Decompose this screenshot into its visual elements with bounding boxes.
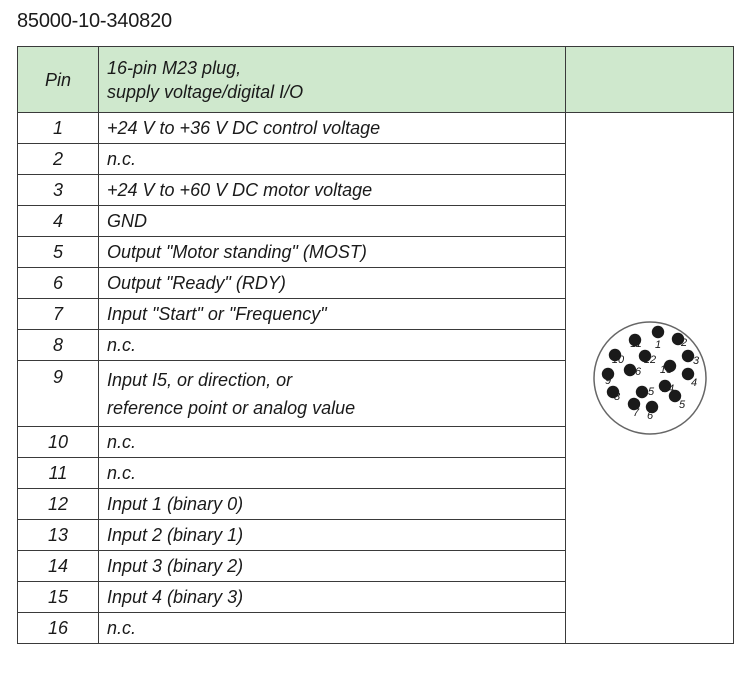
pin-description: +24 V to +36 V DC control voltage <box>99 113 566 144</box>
pin-description: n.c. <box>99 613 566 644</box>
header-description-line1: 16-pin M23 plug, <box>107 57 242 78</box>
pin-description: Output "Ready" (RDY) <box>99 268 566 299</box>
pin-description: +24 V to +60 V DC motor voltage <box>99 175 566 206</box>
connector-pin-label-4: 4 <box>690 377 697 389</box>
pin-number: 1 <box>18 113 99 144</box>
connector-pins <box>601 326 699 422</box>
pin-number: 11 <box>18 458 99 489</box>
pin-description-line2: reference point or analog value <box>107 397 356 418</box>
pin-description: n.c. <box>99 144 566 175</box>
pin-description-line1: Input I5, or direction, or <box>107 369 293 390</box>
pin-description: Input "Start" or "Frequency" <box>99 299 566 330</box>
connector-pin-label-2: 2 <box>680 337 687 349</box>
pin-number: 5 <box>18 237 99 268</box>
connector-pin-label-14: 14 <box>661 383 674 395</box>
pin-number: 10 <box>18 427 99 458</box>
connector-pin-label-3: 3 <box>692 355 699 367</box>
header-pin: Pin <box>18 47 99 113</box>
connector-pin-1 <box>651 326 663 338</box>
connector-pin-label-6: 6 <box>646 410 653 422</box>
pin-number: 13 <box>18 520 99 551</box>
pin-number: 3 <box>18 175 99 206</box>
pin-description <box>99 361 566 427</box>
pin-number: 9 <box>18 361 99 427</box>
pin-description: n.c. <box>99 330 566 361</box>
pin-description: Input 4 (binary 3) <box>99 582 566 613</box>
pin-number: 14 <box>18 551 99 582</box>
connector-pin-label-7: 7 <box>632 407 639 419</box>
table-row <box>18 113 734 144</box>
connector-pin-label-9: 9 <box>604 375 611 387</box>
connector-pin-label-8: 8 <box>613 391 620 403</box>
pin-description: Output "Motor standing" (MOST) <box>99 237 566 268</box>
table-header-row <box>18 47 734 113</box>
pin-number: 12 <box>18 489 99 520</box>
header-diagram <box>566 47 734 113</box>
connector-pin-label-12: 12 <box>643 354 656 366</box>
connector-pin-label-15: 15 <box>641 386 654 398</box>
connector-pin-label-13: 13 <box>659 364 672 376</box>
pin-description: n.c. <box>99 427 566 458</box>
pin-description: n.c. <box>99 458 566 489</box>
pin-number: 15 <box>18 582 99 613</box>
pin-assignment-table <box>17 46 734 644</box>
pin-description: Input 3 (binary 2) <box>99 551 566 582</box>
pin-number: 2 <box>18 144 99 175</box>
header-description-line2: supply voltage/digital I/O <box>107 81 304 102</box>
pin-description: Input 1 (binary 0) <box>99 489 566 520</box>
pin-number: 6 <box>18 268 99 299</box>
connector-pin-label-1: 1 <box>654 339 661 351</box>
pin-number: 8 <box>18 330 99 361</box>
pin-description: GND <box>99 206 566 237</box>
connector-pin-label-5: 5 <box>678 399 685 411</box>
document-title: 85000-10-340820 <box>17 10 172 32</box>
m23-connector-diagram <box>580 308 720 448</box>
connector-pin-label-11: 11 <box>629 338 642 350</box>
connector-pin-label-16: 16 <box>628 366 641 378</box>
pin-number: 7 <box>18 299 99 330</box>
connector-pin-label-10: 10 <box>611 354 624 366</box>
pin-number: 16 <box>18 613 99 644</box>
pin-number: 4 <box>18 206 99 237</box>
header-description <box>99 47 566 113</box>
connector-diagram-cell <box>566 113 734 644</box>
pin-description: Input 2 (binary 1) <box>99 520 566 551</box>
